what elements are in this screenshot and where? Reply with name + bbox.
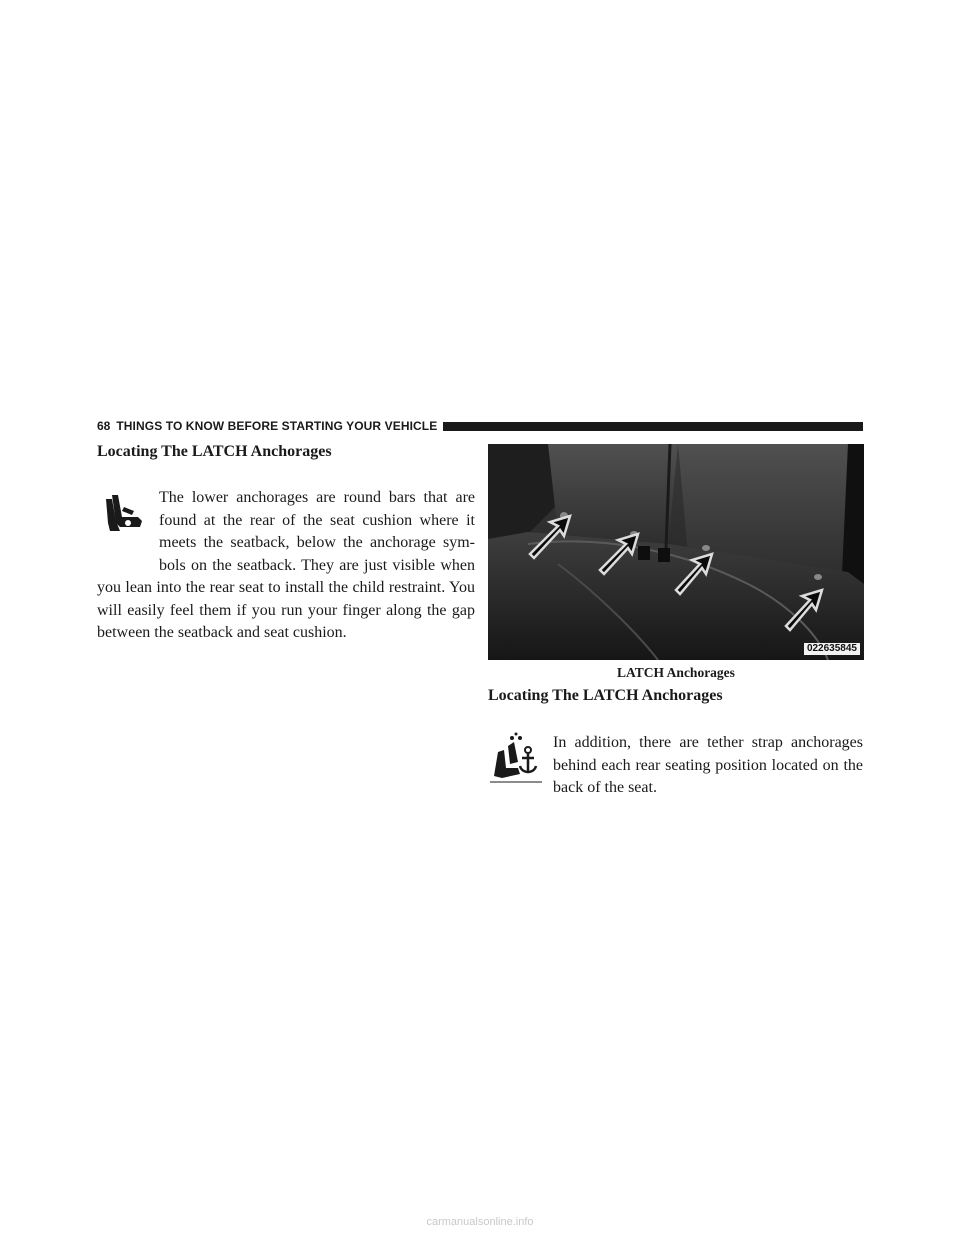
- right-paragraph: [553, 732, 863, 800]
- watermark: carmanualsonline.info: [426, 1216, 534, 1228]
- page-header: [97, 418, 863, 434]
- header-rule: [443, 422, 863, 431]
- icon-spacer: [97, 487, 159, 575]
- left-heading: Locating The LATCH Anchorages: [97, 443, 332, 460]
- figure-id: 022635845: [804, 643, 860, 655]
- right-paragraph-text: In addition, there are tether strap anchorages behind each rear seating position located on the back of the seat.: [553, 734, 863, 796]
- right-heading: Locating The LATCH Anchorages: [488, 687, 723, 704]
- figure-caption: LATCH Anchorages: [617, 665, 735, 680]
- page-number: 68: [97, 419, 111, 433]
- latch-anchorages-photo: [488, 444, 864, 660]
- tether-anchor-icon: [488, 732, 544, 786]
- left-paragraph: [97, 487, 475, 645]
- section-title: THINGS TO KNOW BEFORE STARTING YOUR VEHICLE: [116, 419, 438, 433]
- left-paragraph-text: The lower anchorages are round bars that are found at the rear of the seat cushion where it meets the seatback, below the anchorage sym- bols on the seatback. They are just visible when you lean into the rear seat to install the child restraint. You will easily feel them if you run your finger along the gap between the seatback and seat cushion.: [97, 489, 475, 641]
